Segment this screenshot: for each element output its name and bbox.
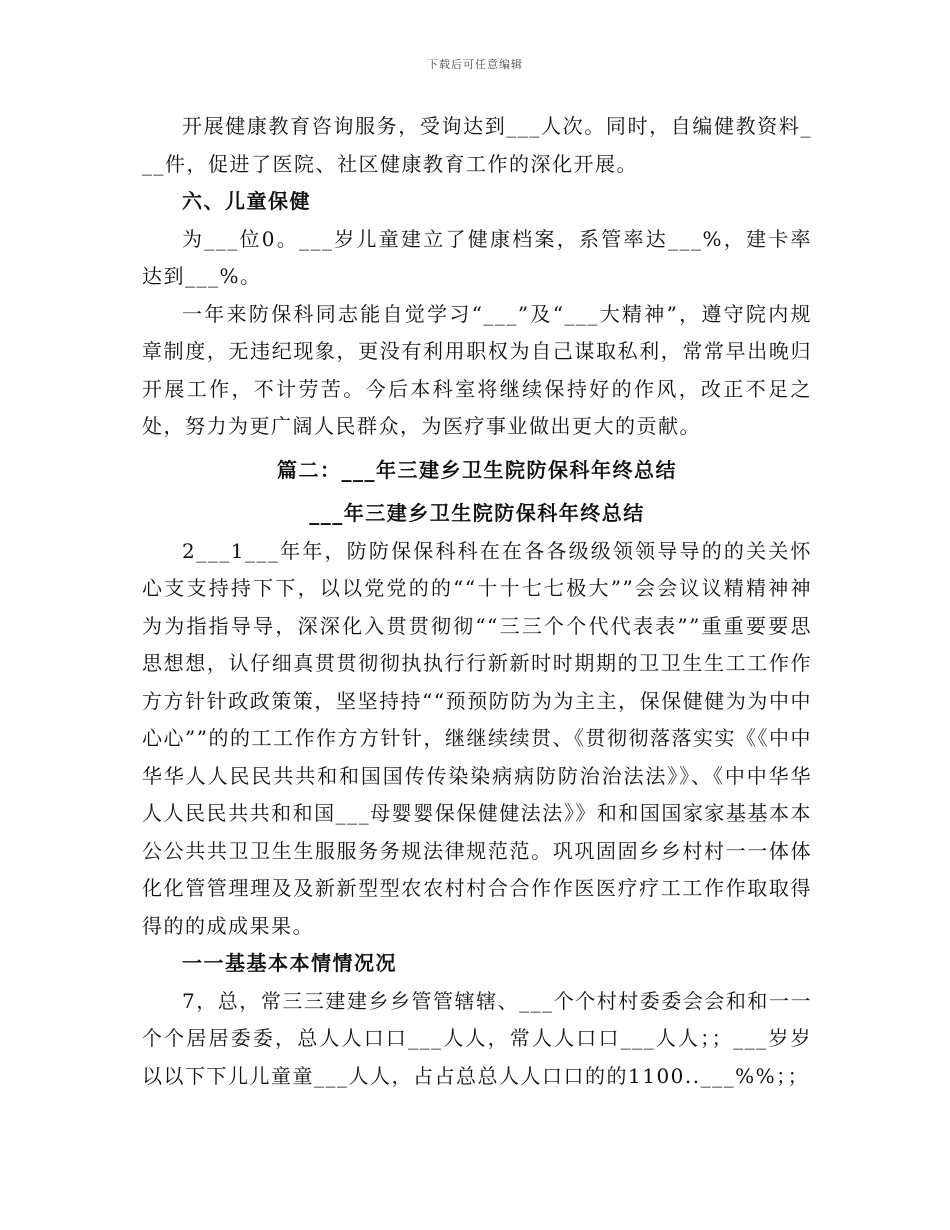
paragraph-basic-situation: 7，总，常三三建建乡乡管管辖辖、___个个村村委委会会和和一一个个居居委委，总人人口口___人人，常人人口口___人人；；___岁岁以以下下儿儿童童___人人，占占总总人人口口的的1100..___%%；； (142, 988, 812, 1088)
section-heading-child-health: 六、儿童保健 (182, 189, 311, 213)
paragraph-conclusion: 一年来防保科同志能自觉学习“___”及“___大精神”，遵守院内规章制度，无违纪现象，更没有利用职权为自己谋取私利，常常早出晚归开展工作，不计劳苦。今后本科室将继续保持好的作风，改正不足之处，努力为更广阔人民群众，为医疗事业做出更大的贡献。 (142, 301, 812, 438)
document-body (142, 108, 812, 1095)
section-heading-basic-situation: 一一基基本本情情况况 (182, 951, 397, 975)
article-title: 篇二：___年三建乡卫生院防保科年终总结 (277, 457, 677, 482)
paragraph-child-health: 为___位0。___岁儿童建立了健康档案，系管率达___%，建卡率达到___%。 (142, 226, 812, 288)
article-subtitle: ___年三建乡卫生院防保科年终总结 (309, 501, 645, 525)
page-header: 下载后可任意编辑 (427, 58, 523, 71)
paragraph-health-education: 开展健康教育咨询服务，受询达到___人次。同时，自编健教资料___件，促进了医院、社区健康教育工作的深化开展。 (142, 114, 812, 176)
paragraph-intro: 2___1___年年，防防保保科科在在各各级级领领导导的的关关怀心支支持持下下，以以党党的的““十十七七极大””会会议议精精神神为为指指导导，深深化入贯贯彻彻““三三个个代代表表””重重要要思思想想，认仔细真贯贯彻彻执执行行新新时时期期的卫卫生生工工作作方方针针政政策策，坚坚持持““预预防防为为主主，保保健健为为中中心心””的的工工作作方方针针，继继续续贯、《贯彻彻落落实实《《中中华华人人民民共共和和国国传传染染病病防防治治法法》》、《中中华华人人民民共共和和国___母婴婴保保健健法法》》和和国国家家基基本本公公共共卫卫生生服服务务规法律规范范。巩巩固固乡乡村村一一体体化化管管理理及及新新型型农农村村合合作作医医疗疗工工作作取取得得的的成成果果。 (142, 538, 812, 938)
